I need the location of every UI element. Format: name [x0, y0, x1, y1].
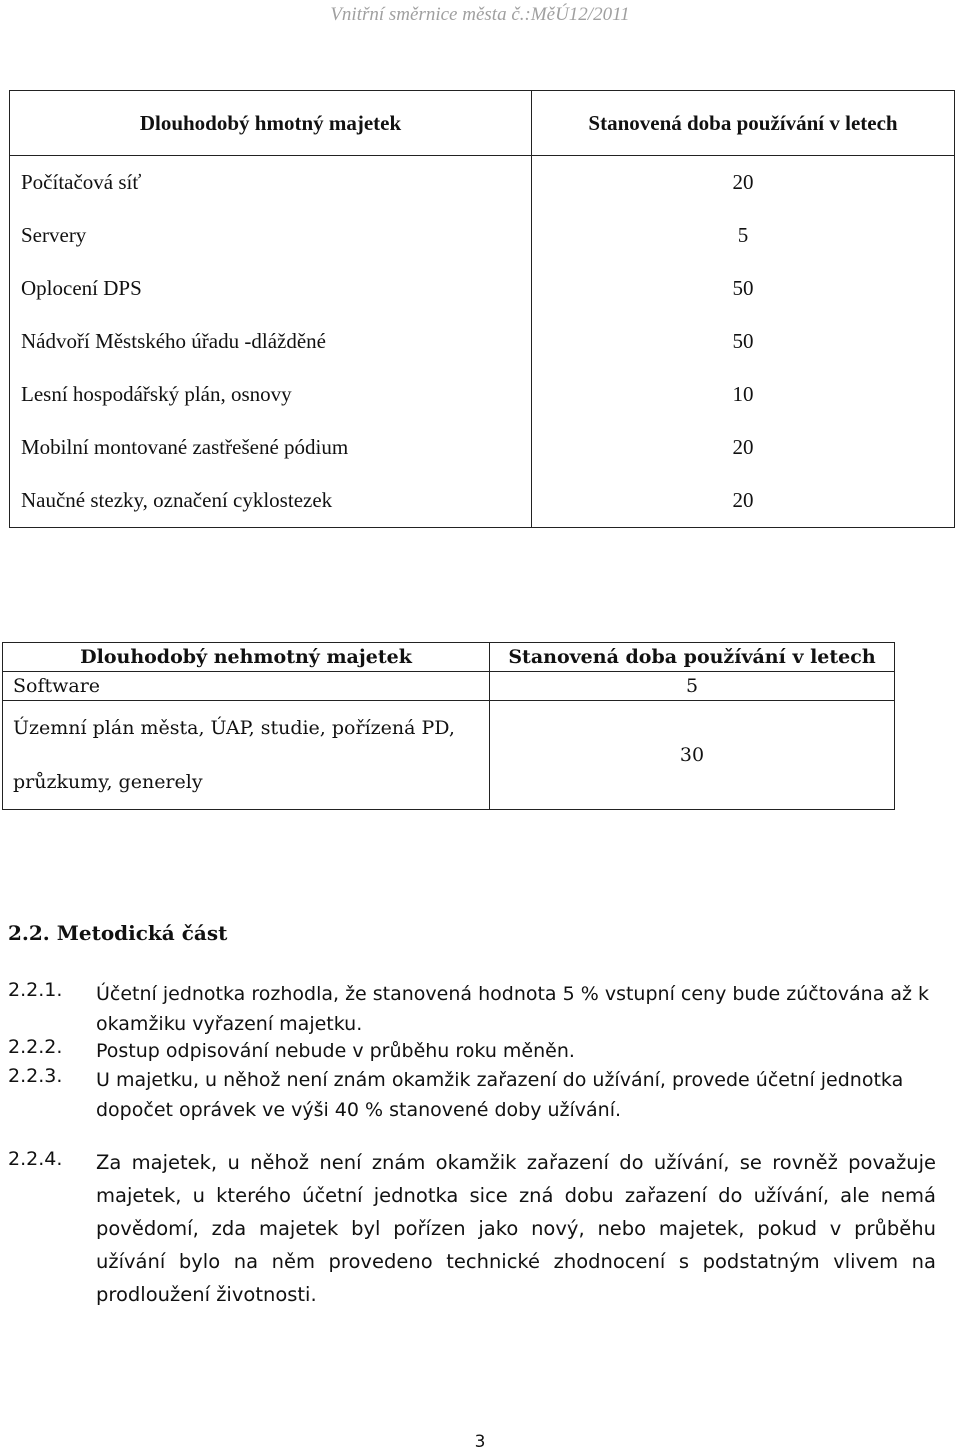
asset-name: Nádvoří Městského úřadu -dlážděné — [10, 315, 532, 368]
asset-name: Naučné stezky, označení cyklostezek — [10, 474, 532, 528]
item-number: 2.2.2. — [8, 1036, 63, 1058]
asset-name: Mobilní montované zastřešené pódium — [10, 421, 532, 474]
asset-years: 50 — [532, 315, 955, 368]
asset-name: Servery — [10, 209, 532, 262]
asset-years: 50 — [532, 262, 955, 315]
intangible-assets-table — [2, 642, 895, 810]
document-header: Vnitřní směrnice města č.:MěÚ12/2011 — [330, 4, 630, 25]
asset-years: 20 — [532, 474, 955, 528]
asset-years: 5 — [532, 209, 955, 262]
asset-name: Počítačová síť — [10, 156, 532, 210]
section-title: 2.2. Metodická část — [8, 921, 228, 945]
list-item — [8, 1036, 948, 1066]
table1-header-asset: Dlouhodobý hmotný majetek — [10, 91, 532, 156]
list-item — [8, 1148, 948, 1318]
item-text: Účetní jednotka rozhodla, že stanovená hodnota 5 % vstupní ceny bude zúčtována až k okamžiku vyřazení majetku. — [96, 983, 930, 1035]
asset-name — [3, 701, 490, 810]
table-row — [10, 209, 955, 262]
table-row — [3, 672, 895, 701]
table-row — [10, 474, 955, 528]
asset-name-line2: průzkumy, generely — [13, 771, 203, 793]
asset-years: 20 — [532, 156, 955, 210]
asset-name-line1: Územní plán města, ÚAP, studie, pořízená PD, — [13, 717, 455, 739]
list-item — [8, 979, 948, 1039]
item-number: 2.2.1. — [8, 979, 63, 1001]
table1-header-years: Stanovená doba používání v letech — [532, 91, 955, 156]
table-row — [10, 315, 955, 368]
asset-years: 10 — [532, 368, 955, 421]
asset-name: Oplocení DPS — [10, 262, 532, 315]
item-text: Postup odpisování nebude v průběhu roku měněn. — [96, 1040, 575, 1062]
table-row — [10, 421, 955, 474]
page-number: 3 — [474, 1432, 486, 1452]
asset-years: 5 — [490, 672, 895, 701]
table-row — [10, 262, 955, 315]
table-row — [3, 701, 895, 810]
list-item — [8, 1065, 948, 1125]
asset-years: 20 — [532, 421, 955, 474]
asset-name: Software — [3, 672, 490, 701]
asset-years: 30 — [490, 701, 895, 810]
item-text: U majetku, u něhož není znám okamžik zařazení do užívání, provede účetní jednotka dopočet oprávek ve výši 40 % stanovené doby užívání. — [96, 1069, 904, 1121]
item-text: Za majetek, u něhož není znám okamžik zařazení do užívání, se rovněž považuje majetek, u kterého účetní jednotka sice zná dobu zařazení do užívání, ale nemá povědomí, zda majetek byl pořízen jako nový, nebo majetek, pokud v průběhu užívání bylo na něm provedeno technické zhodnocení s podstatným vlivem na prodloužení životnosti. — [96, 1151, 936, 1306]
table2-header-asset: Dlouhodobý nehmotný majetek — [3, 643, 490, 672]
table-row — [10, 156, 955, 210]
asset-name: Lesní hospodářský plán, osnovy — [10, 368, 532, 421]
table2-header-years: Stanovená doba používání v letech — [490, 643, 895, 672]
tangible-assets-table — [9, 90, 955, 528]
item-number: 2.2.3. — [8, 1065, 63, 1087]
item-number: 2.2.4. — [8, 1148, 63, 1170]
table-row — [10, 368, 955, 421]
